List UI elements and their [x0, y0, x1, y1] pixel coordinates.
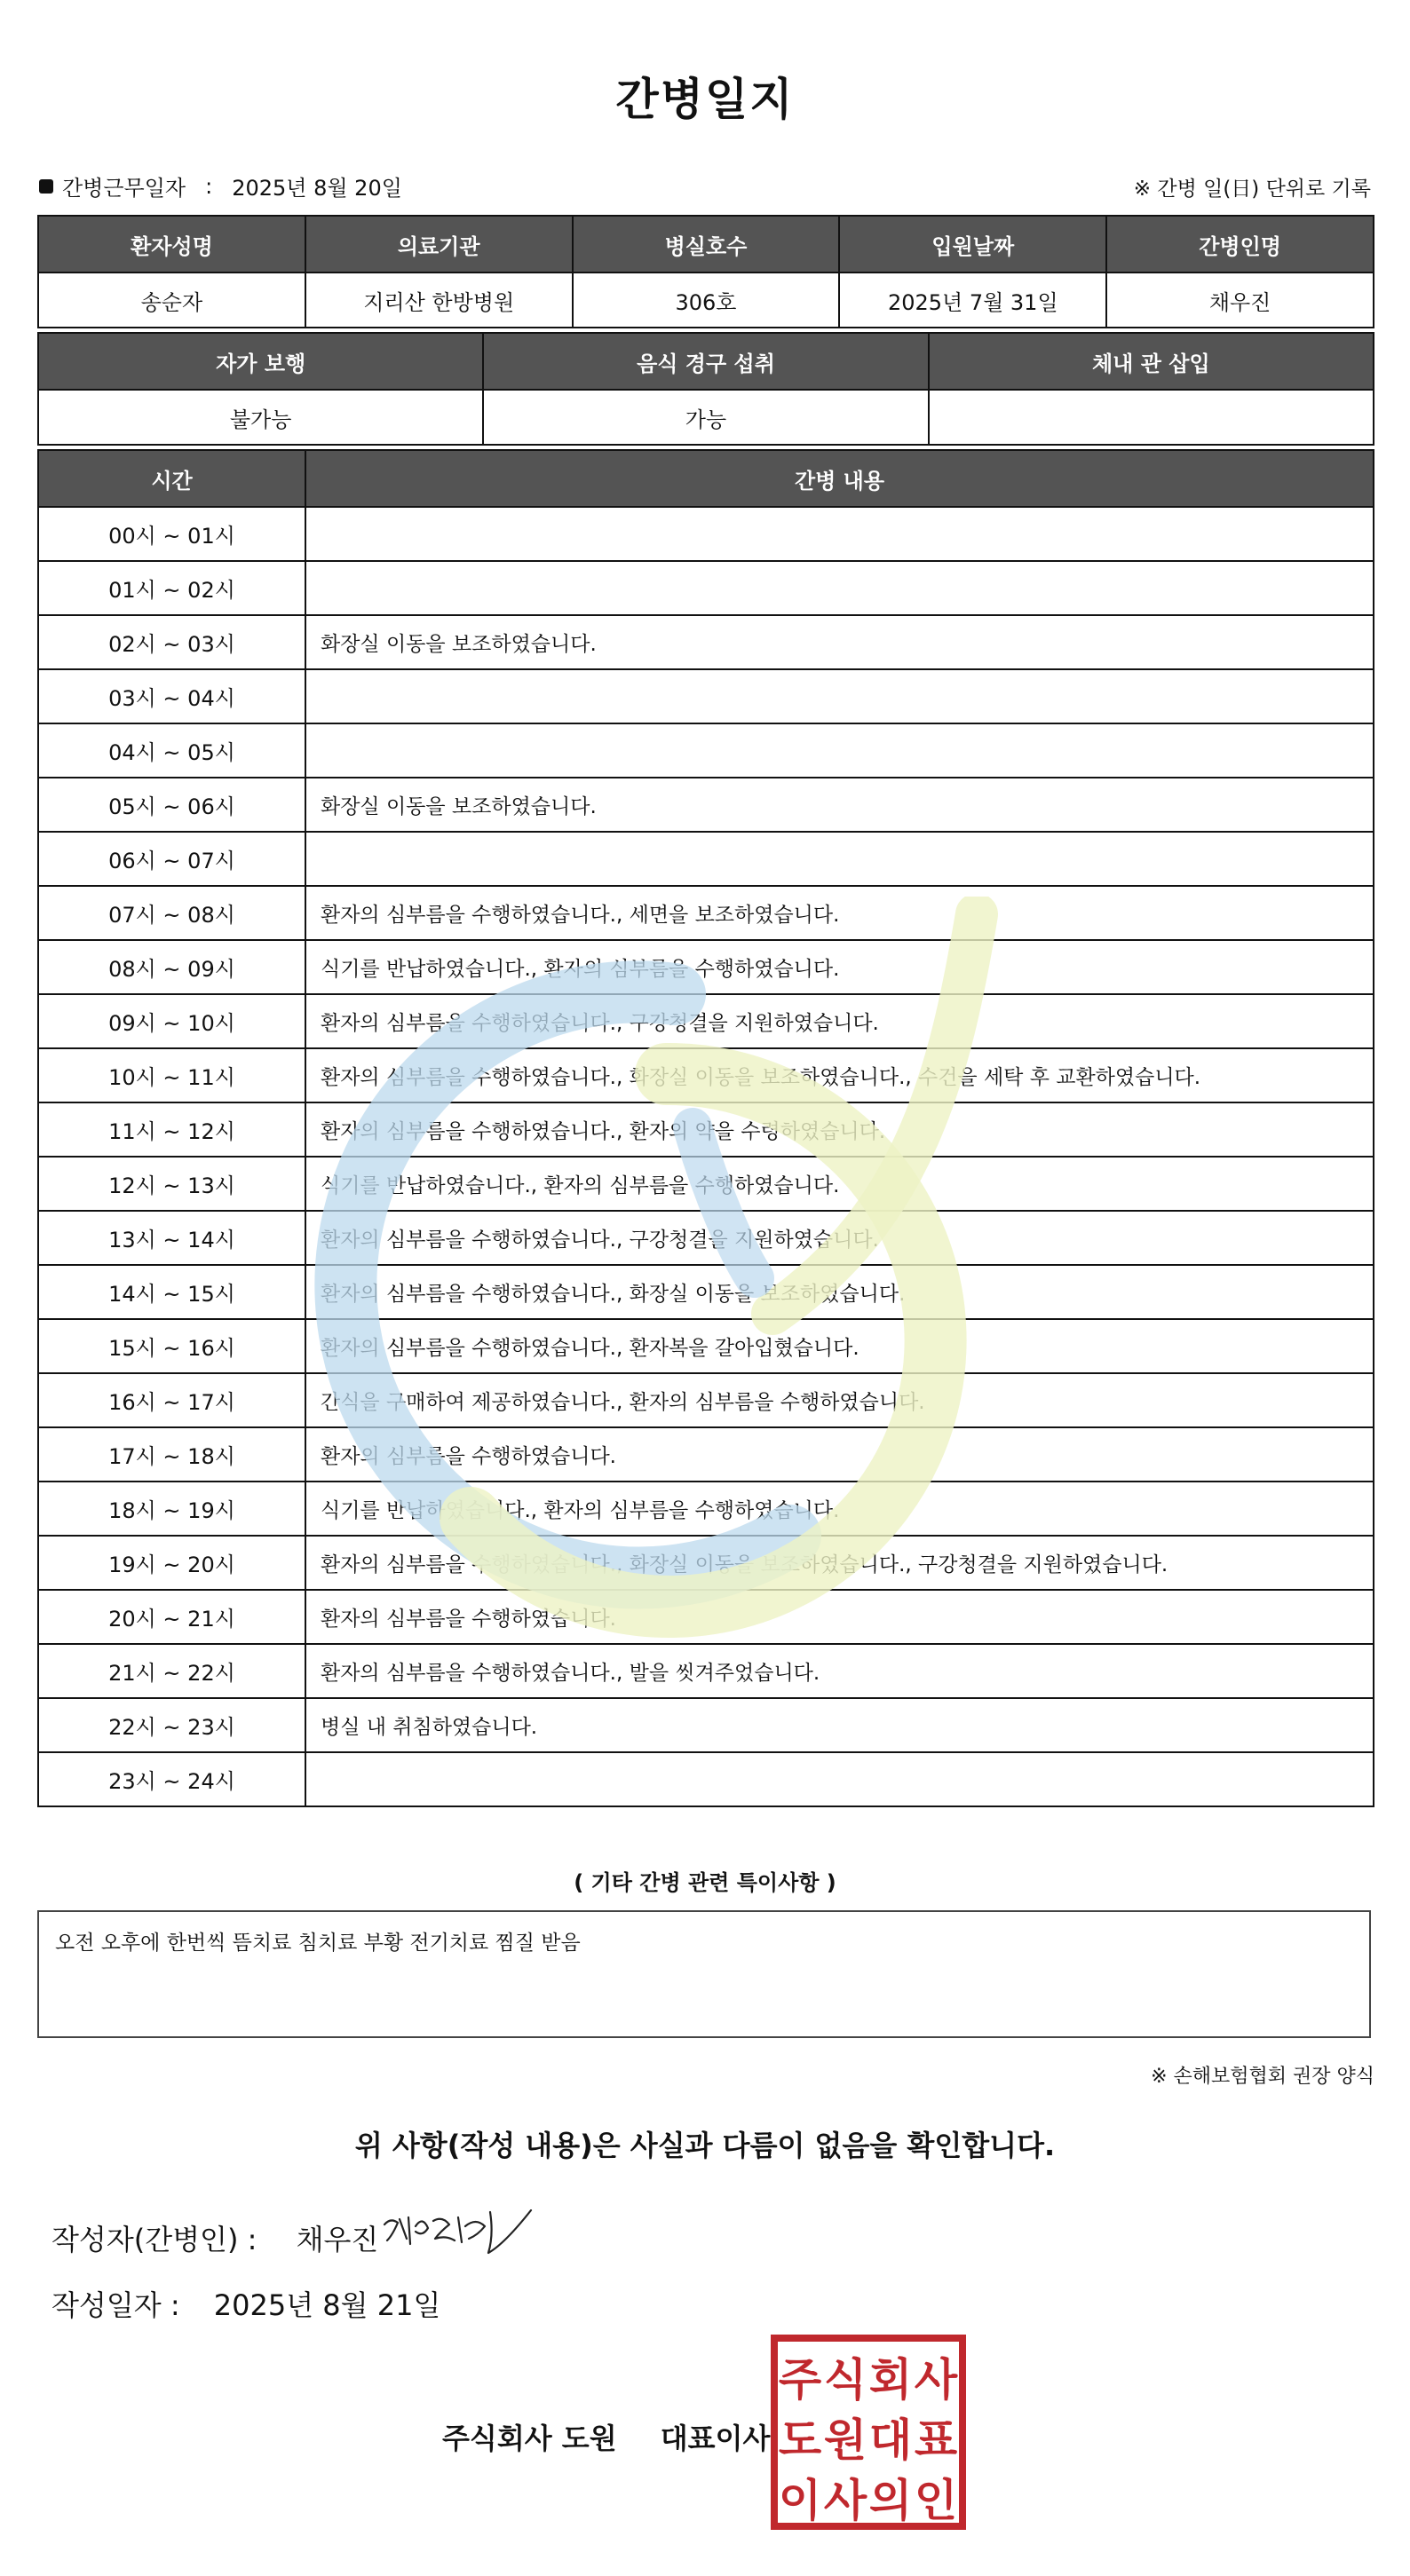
confirmation-statement: 위 사항(작성 내용)은 사실과 다름이 없음을 확인합니다.	[354, 2129, 1056, 2162]
company-seal-stamp	[769, 2333, 968, 2532]
seal-character: 원	[823, 2414, 867, 2466]
log-body	[38, 507, 1374, 1806]
table-row	[38, 1265, 1374, 1319]
care-content	[305, 507, 1374, 561]
time-slot: 06시 ~ 07시	[38, 832, 305, 886]
header-tube: 체내 관 삽입	[929, 333, 1374, 390]
time-slot: 15시 ~ 16시	[38, 1319, 305, 1373]
work-date-line	[39, 170, 402, 201]
time-slot: 13시 ~ 14시	[38, 1211, 305, 1265]
table-row	[38, 1752, 1374, 1806]
care-content: 환자의 심부름을 수행하였습니다., 발을 씻겨주었습니다.	[305, 1644, 1374, 1698]
time-slot: 11시 ~ 12시	[38, 1102, 305, 1157]
patient-name: 송순자	[38, 273, 305, 328]
status-header-row	[38, 333, 1374, 390]
time-slot: 10시 ~ 11시	[38, 1048, 305, 1102]
header-hospital: 의료기관	[305, 216, 573, 273]
table-row	[38, 994, 1374, 1048]
header-room: 병실호수	[573, 216, 840, 273]
time-slot: 12시 ~ 13시	[38, 1157, 305, 1211]
writer-name: 채우진	[296, 2223, 379, 2256]
care-content: 식기를 반납하였습니다., 환자의 심부름을 수행하였습니다.	[305, 1482, 1374, 1536]
seal-character: 식	[823, 2354, 867, 2406]
table-row	[38, 1102, 1374, 1157]
tube-value	[929, 390, 1374, 445]
table-row	[38, 1590, 1374, 1644]
unit-note: ※ 간병 일(日) 단위로 기록	[1133, 178, 1371, 201]
colon: :	[205, 173, 213, 199]
care-content: 식기를 반납하였습니다., 환자의 심부름을 수행하였습니다.	[305, 1157, 1374, 1211]
bullet-square-icon	[39, 179, 53, 194]
time-slot: 18시 ~ 19시	[38, 1482, 305, 1536]
care-content: 화장실 이동을 보조하였습니다.	[305, 615, 1374, 669]
table-row	[38, 669, 1374, 723]
care-content: 화장실 이동을 보조하였습니다.	[305, 778, 1374, 832]
care-content: 환자의 심부름을 수행하였습니다., 세면을 보조하였습니다.	[305, 886, 1374, 940]
log-header-row	[38, 450, 1374, 507]
company-name: 주식회사 도원	[442, 2422, 617, 2455]
patient-info-table	[37, 215, 1374, 328]
notes-text: 오전 오후에 한번씩 뜸치료 침치료 부황 전기치료 찜질 받음	[55, 1932, 581, 1955]
writer-line	[51, 2217, 378, 2258]
company-representative: 대표이사	[660, 2422, 771, 2455]
time-slot: 01시 ~ 02시	[38, 561, 305, 615]
patient-status-table	[37, 332, 1374, 446]
time-slot: 19시 ~ 20시	[38, 1536, 305, 1590]
care-content: 환자의 심부름을 수행하였습니다., 화장실 이동을 보조하였습니다., 구강청결을 지원하였습니다.	[305, 1536, 1374, 1590]
table-row	[38, 507, 1374, 561]
header-patient-name: 환자성명	[38, 216, 305, 273]
time-slot: 17시 ~ 18시	[38, 1427, 305, 1482]
header-walking: 자가 보행	[38, 333, 483, 390]
seal-character: 사	[823, 2475, 867, 2526]
care-log-table	[37, 449, 1374, 1807]
work-date-value: 2025년 8월 20일	[232, 176, 402, 201]
table-row	[38, 561, 1374, 615]
writer-label: 작성자(간병인) :	[51, 2223, 257, 2256]
table-row	[38, 1211, 1374, 1265]
notes-box	[37, 1910, 1371, 2038]
time-slot: 14시 ~ 15시	[38, 1265, 305, 1319]
care-content: 간식을 구매하여 제공하였습니다., 환자의 심부름을 수행하였습니다.	[305, 1373, 1374, 1427]
table-row	[38, 886, 1374, 940]
care-content: 환자의 심부름을 수행하였습니다.	[305, 1590, 1374, 1644]
table-row	[38, 1319, 1374, 1373]
seal-character: 표	[914, 2414, 958, 2466]
hospital-name: 지리산 한방병원	[305, 273, 573, 328]
status-value-row	[38, 390, 1374, 445]
table-row	[38, 940, 1374, 994]
header-caregiver: 간병인명	[1106, 216, 1374, 273]
time-slot: 03시 ~ 04시	[38, 669, 305, 723]
written-date-label: 작성일자 :	[51, 2288, 180, 2322]
care-content: 환자의 심부름을 수행하였습니다., 화장실 이동을 보조하였습니다., 수건을 세탁 후 교환하였습니다.	[305, 1048, 1374, 1102]
work-date-label: 간병근무일자	[62, 176, 186, 201]
care-content	[305, 669, 1374, 723]
table-row	[38, 723, 1374, 778]
company-line	[442, 2416, 770, 2457]
care-content: 식기를 반납하였습니다., 환자의 심부름을 수행하였습니다.	[305, 940, 1374, 994]
seal-character: 이	[778, 2475, 822, 2526]
table-row	[38, 1644, 1374, 1698]
written-date-value: 2025년 8월 21일	[213, 2288, 441, 2322]
time-slot: 09시 ~ 10시	[38, 994, 305, 1048]
patient-header-row	[38, 216, 1374, 273]
time-slot: 23시 ~ 24시	[38, 1752, 305, 1806]
seal-character: 대	[868, 2414, 913, 2466]
care-content: 환자의 심부름을 수행하였습니다., 화장실 이동을 보조하였습니다.	[305, 1265, 1374, 1319]
table-row	[38, 1373, 1374, 1427]
time-slot: 20시 ~ 21시	[38, 1590, 305, 1644]
care-content: 환자의 심부름을 수행하였습니다., 환자의 약을 수령하였습니다.	[305, 1102, 1374, 1157]
time-slot: 05시 ~ 06시	[38, 778, 305, 832]
time-slot: 04시 ~ 05시	[38, 723, 305, 778]
patient-value-row	[38, 273, 1374, 328]
care-content	[305, 561, 1374, 615]
header-care-content: 간병 내용	[305, 450, 1374, 507]
seal-character: 의	[868, 2475, 913, 2526]
care-content: 환자의 심부름을 수행하였습니다.	[305, 1427, 1374, 1482]
time-slot: 08시 ~ 09시	[38, 940, 305, 994]
seal-character: 인	[914, 2475, 958, 2526]
table-row	[38, 778, 1374, 832]
table-row	[38, 1482, 1374, 1536]
form-note: ※ 손해보험협회 권장 양식	[1151, 2066, 1374, 2088]
time-slot: 02시 ~ 03시	[38, 615, 305, 669]
table-row	[38, 1157, 1374, 1211]
table-row	[38, 1048, 1374, 1102]
walking-value: 불가능	[38, 390, 483, 445]
handwritten-signature	[380, 2200, 540, 2262]
care-content: 환자의 심부름을 수행하였습니다., 구강청결을 지원하였습니다.	[305, 994, 1374, 1048]
table-row	[38, 1427, 1374, 1482]
caregiver-name: 채우진	[1106, 273, 1374, 328]
care-content: 병실 내 취침하였습니다.	[305, 1698, 1374, 1752]
care-content	[305, 1752, 1374, 1806]
care-content: 환자의 심부름을 수행하였습니다., 환자복을 갈아입혔습니다.	[305, 1319, 1374, 1373]
care-content	[305, 832, 1374, 886]
admission-date: 2025년 7월 31일	[839, 273, 1106, 328]
header-admission-date: 입원날짜	[839, 216, 1106, 273]
time-slot: 07시 ~ 08시	[38, 886, 305, 940]
table-row	[38, 1536, 1374, 1590]
seal-character: 도	[778, 2414, 822, 2466]
seal-character: 주	[778, 2354, 822, 2406]
header-oral-intake: 음식 경구 섭취	[483, 333, 928, 390]
seal-character: 사	[914, 2354, 958, 2406]
written-date-line	[51, 2283, 440, 2324]
oral-intake-value: 가능	[483, 390, 928, 445]
time-slot: 21시 ~ 22시	[38, 1644, 305, 1698]
care-content: 환자의 심부름을 수행하였습니다., 구강청결을 지원하였습니다.	[305, 1211, 1374, 1265]
header-time: 시간	[38, 450, 305, 507]
time-slot: 16시 ~ 17시	[38, 1373, 305, 1427]
document-title: 간병일지	[615, 74, 795, 125]
room-number: 306호	[573, 273, 840, 328]
table-row	[38, 832, 1374, 886]
notes-title: ( 기타 간병 관련 특이사항 )	[574, 1870, 836, 1895]
table-row	[38, 1698, 1374, 1752]
table-row	[38, 615, 1374, 669]
seal-character: 회	[868, 2354, 913, 2406]
care-content	[305, 723, 1374, 778]
time-slot: 22시 ~ 23시	[38, 1698, 305, 1752]
time-slot: 00시 ~ 01시	[38, 507, 305, 561]
